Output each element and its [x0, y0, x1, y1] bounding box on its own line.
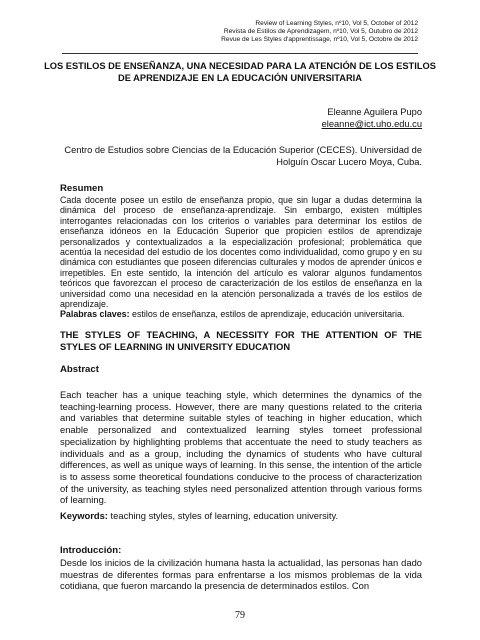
journal-header-pt: Revista de Estilos de Aprendizagem, nº10, Vol 5, Outubro de 2012	[223, 28, 418, 35]
palabras-claves-label: Palabras claves:	[60, 309, 130, 319]
keywords	[60, 510, 422, 522]
article-title: LOS ESTILOS DE ENSEÑANZA, UNA NECESIDAD PARA LA ATENCIÓN DE LOS ESTILOS DE APRENDIZAJE EN LA EDUCACIÓN UNIVERSITARIA	[44, 61, 436, 83]
abstract-heading: Abstract	[60, 364, 99, 375]
journal-header-en: Review of Learning Styles, nº10, Vol 5, October of 2012	[255, 20, 418, 27]
resumen-text: Cada docente posee un estilo de enseñanza propio, que sin lugar a dudas determina la dinámica del proceso de enseñanza-aprendizaje. Sin embargo, existen múltiples interrogantes relacionadas con los criterios o variables para determinar los estilos de enseñanza idóneos en la Educación Superior que propicien estilos de aprendizaje personalizados y contextualizados a la especialización profesional; problemática que acentúa la necesidad del estudio de los docentes como individualidad, como grupo y en su dinámica con estudiantes que poseen diferencias culturales y modos de aprender únicos e irrepetibles. En este sentido, la intención del artículo es valorar algunos fundamentos teóricos que favorezcan el proceso de caracterización de los estilos de enseñanza en la universidad como una necesidad en la atención personalizada a través de los estilos de aprendizaje.	[60, 195, 422, 310]
page-number: 79	[235, 610, 245, 621]
journal-header-fr: Revue de Les Styles d'apprentissage, nº10, Vol 5, Octobre de 2012	[221, 36, 418, 43]
palabras-claves-text: estilos de enseñanza, estilos de aprendizaje, educación universitaria.	[129, 309, 405, 319]
header-rule	[62, 53, 418, 54]
author-email-wrap	[322, 119, 422, 130]
intro-text: Desde los inicios de la civilización humana hasta la actualidad, las personas han dado muestras de diferentes formas para enfrentarse a los mismos problemas de la vida cotidiana, que fueron marcando la presencia de determinados estilos. Con	[60, 557, 422, 592]
intro-heading: Introducción:	[60, 545, 122, 556]
author-institution: Centro de Estudios sobre Ciencias de la Educación Superior (CECES). Universidad de Holguín Oscar Lucero Moya, Cuba.	[64, 145, 422, 167]
english-title: THE STYLES OF TEACHING, A NECESSITY FOR THE ATTENTION OF THE STYLES OF LEARNING IN UNIVERSITY EDUCATION	[60, 330, 422, 352]
author-name: Eleanne Aguilera Pupo	[327, 107, 422, 117]
resumen-heading: Resumen	[60, 183, 104, 194]
keywords-label: Keywords:	[60, 510, 108, 521]
palabras-claves	[60, 309, 422, 319]
author-email-link[interactable]: eleanne@ict.uho.edu.cu	[321, 119, 422, 129]
keywords-text: teaching styles, styles of learning, education university.	[107, 510, 339, 521]
abstract-text: Each teacher has a unique teaching style, which determines the dynamics of the teaching-learning process. However, there are many questions related to the criteria and variables that determine suitable styles of teaching in higher education, which enable personalized and contextualized learning styles tomeet professional specialization by highlighting problems that accentuate the need to study teachers as individuals and as a group, including the dynamics of students who have cultural differences, as well as unique ways of learning. In this sense, the intention of the article is to assess some theoretical foundations conducive to the process of characterization of the university, as teaching styles need personalized attention through various forms of learning.	[60, 389, 422, 506]
